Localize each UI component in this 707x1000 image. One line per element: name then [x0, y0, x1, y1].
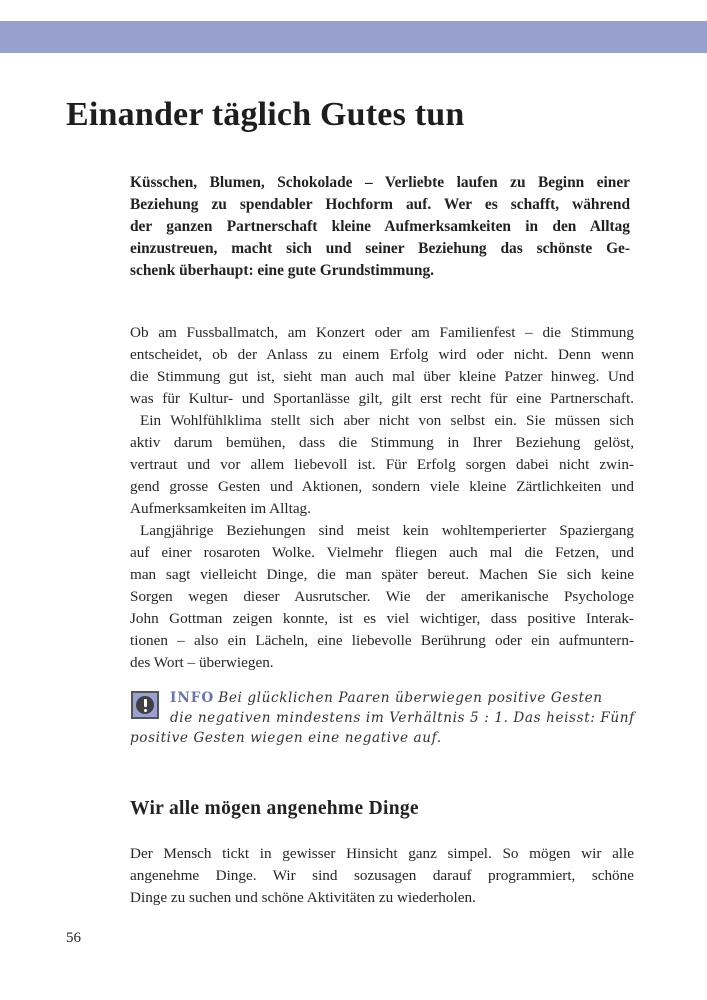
lead-line: Beziehung zu spendabler Hochform auf. Wer es schafft, während [130, 196, 630, 213]
header-color-band [0, 21, 707, 53]
lead-line: der ganzen Partnerschaft kleine Aufmerksamkeiten in den Alltag [130, 218, 630, 235]
lead-paragraph [130, 172, 630, 282]
section-body-text [130, 843, 634, 909]
info-line: positive Gesten wiegen eine negative auf. [130, 730, 442, 746]
body-line: John Gottman zeigen konnte, ist es viel wichtiger, dass positive Interak- [130, 610, 634, 627]
info-label: INFO [170, 690, 215, 706]
body-line: des Wort – überwiegen. [130, 654, 274, 671]
body-line: Der Mensch tickt in gewisser Hinsicht ganz simpel. So mögen wir alle [130, 845, 634, 862]
body-line: Aufmerksamkeiten im Alltag. [130, 500, 311, 517]
section-heading: Wir alle mögen angenehme Dinge [130, 798, 419, 819]
body-line: aktiv darum bemühen, dass die Stimmung in Ihrer Beziehung gelöst, [130, 434, 634, 451]
body-line: vertraut und vor allem liebevoll ist. Für Erfolg sorgen dabei nicht zwin- [130, 456, 634, 473]
lead-line: einzustreuen, macht sich und seiner Beziehung das schönste Ge- [130, 240, 630, 257]
body-line: entscheidet, ob der Anlass zu einem Erfolg wird oder nicht. Denn wenn [130, 346, 634, 363]
body-line: Ein Wohlfühlklima stellt sich aber nicht von selbst ein. Sie müssen sich [140, 412, 634, 429]
info-line [130, 688, 630, 708]
body-line: Ob am Fussballmatch, am Konzert oder am Familienfest – die Stimmung [130, 324, 634, 341]
info-box [130, 688, 635, 748]
info-line: die negativen mindestens im Verhältnis 5 : 1. Das heisst: Fünf [170, 710, 635, 726]
info-text: Bei glücklichen Paaren überwiegen positive Gesten [218, 690, 603, 706]
body-line: die Stimmung gut ist, sieht man auch mal über kleine Patzer hinweg. Und [130, 368, 634, 385]
body-line: gend grosse Gesten und Aktionen, sondern viele kleine Zärtlichkeiten und [130, 478, 634, 495]
chapter-title: Einander täglich Gutes tun [66, 96, 465, 133]
body-line: Sorgen wegen dieser Ausrutscher. Wie der amerikanische Psychologe [130, 588, 634, 605]
body-line: angenehme Dinge. Wir sind sozusagen darauf programmiert, schöne [130, 867, 634, 884]
exclamation-icon [131, 691, 159, 719]
body-line: auf einer rosaroten Wolke. Vielmehr fliegen auch mal die Fetzen, und [130, 544, 634, 561]
body-line: was für Kultur- und Sportanlässe gilt, gilt erst recht für eine Partnerschaft. [130, 390, 634, 407]
body-line: man sagt vielleicht Dinge, die man später bereut. Machen Sie sich keine [130, 566, 634, 583]
body-line: Dinge zu suchen und schöne Aktivitäten zu wiederholen. [130, 889, 476, 906]
body-line: tionen – also ein Lächeln, eine liebevolle Berührung oder ein aufmuntern- [130, 632, 634, 649]
body-line: Langjährige Beziehungen sind meist kein wohltemperierter Spaziergang [140, 522, 634, 539]
body-text [130, 322, 634, 674]
lead-line: Küsschen, Blumen, Schokolade – Verliebte laufen zu Beginn einer [130, 174, 630, 191]
page-number: 56 [66, 930, 81, 946]
lead-line: schenk überhaupt: eine gute Grundstimmung. [130, 262, 435, 279]
